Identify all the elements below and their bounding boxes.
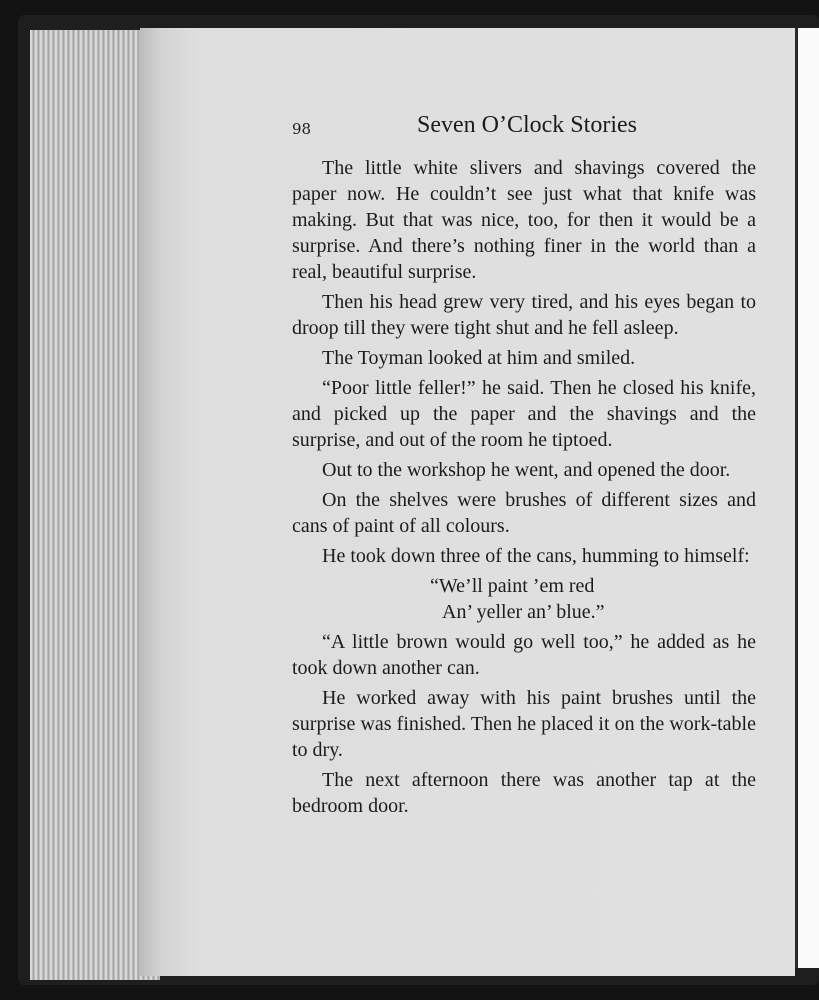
running-header xyxy=(292,112,762,142)
paragraph: He worked away with his paint brushes until the surprise was finished. Then he placed it on the work-table to dry. xyxy=(292,687,756,761)
paragraph: The little white slivers and shavings covered the paper now. He couldn’t see just what that knife was making. But that was nice, too, for then it would be a surprise. And there’s nothing finer in the world than a real, beautiful surprise. xyxy=(292,157,756,283)
paragraph: Out to the workshop he went, and opened the door. xyxy=(322,459,731,481)
paragraph: The next afternoon there was another tap at the bedroom door. xyxy=(292,769,756,817)
body-text xyxy=(292,155,756,823)
verse-line: An’ yeller an’ blue.” xyxy=(442,601,605,623)
running-title: Seven O’Clock Stories xyxy=(417,112,637,138)
verse-line: “We’ll paint ’em red xyxy=(430,575,595,597)
verse xyxy=(292,573,756,625)
paragraph: On the shelves were brushes of different sizes and cans of paint of all colours. xyxy=(292,489,756,537)
paragraph: “Poor little feller!” he said. Then he closed his knife, and picked up the paper and the shavings and the surprise, and out of the room he tiptoed. xyxy=(292,377,756,451)
paragraph: “A little brown would go well too,” he added as he took down another can. xyxy=(292,631,756,679)
paragraph: Then his head grew very tired, and his eyes began to droop till they were tight shut and he fell asleep. xyxy=(292,291,756,339)
page-number: 98 xyxy=(292,120,312,138)
facing-page-edge xyxy=(795,28,819,968)
paragraph: The Toyman looked at him and smiled. xyxy=(322,347,636,369)
paragraph: He took down three of the cans, humming to himself: xyxy=(322,545,750,567)
